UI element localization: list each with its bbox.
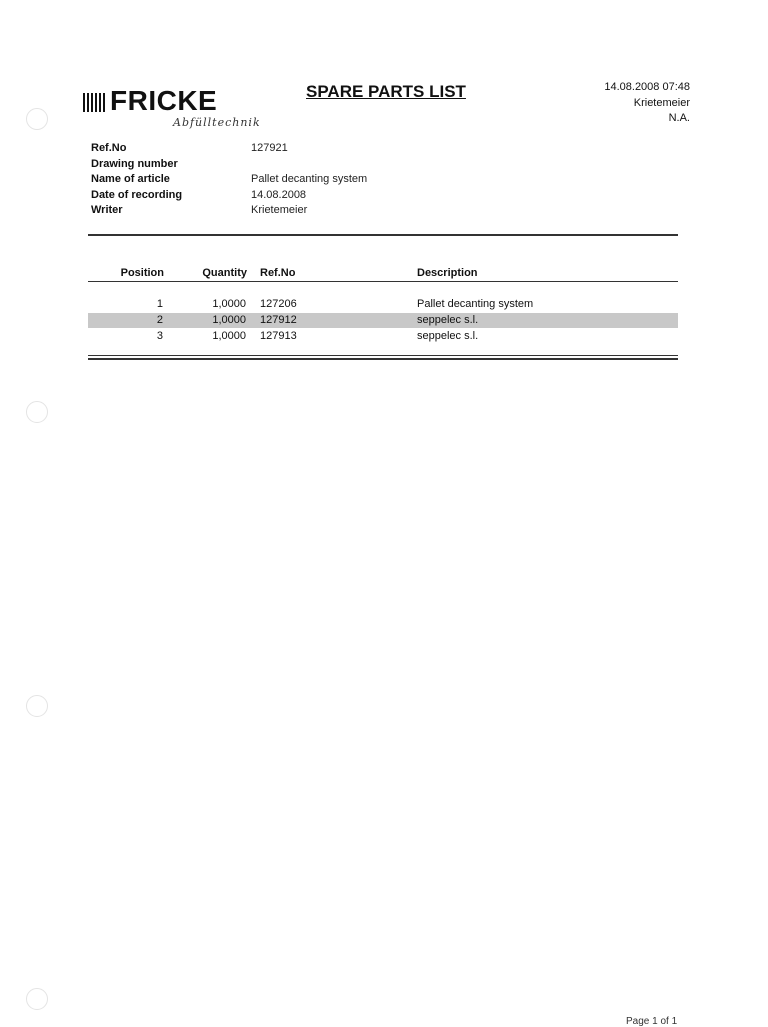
meta-value: Krietemeier <box>251 204 308 216</box>
cell-description: seppelec s.l. <box>417 314 479 326</box>
cell-description: Pallet decanting system <box>417 298 534 310</box>
header-note: N.A. <box>668 112 690 124</box>
cell-ref-no: 127913 <box>260 330 297 342</box>
cell-ref-no: 127206 <box>260 298 297 310</box>
document-title: SPARE PARTS LIST <box>306 82 466 101</box>
table-row <box>88 297 678 312</box>
meta-label: Ref.No <box>91 142 127 154</box>
cell-quantity: 1,0000 <box>212 330 246 342</box>
table-row-highlighted <box>88 313 678 328</box>
meta-row-name-of-article <box>91 173 367 189</box>
timestamp: 14.08.2008 07:48 <box>604 81 690 93</box>
article-details <box>91 142 367 220</box>
punch-hole <box>26 108 48 130</box>
meta-row-ref-no <box>91 142 367 158</box>
company-logo <box>83 84 263 134</box>
column-header-position: Position <box>120 267 164 279</box>
column-header-quantity: Quantity <box>202 267 247 279</box>
column-header-ref-no: Ref.No <box>260 267 296 279</box>
cell-position: 2 <box>156 314 163 326</box>
user-name: Krietemeier <box>633 96 690 109</box>
meta-row-drawing-number <box>91 158 367 174</box>
punch-hole <box>26 695 48 717</box>
logo-name: FRICKE <box>110 85 218 116</box>
cell-position: 1 <box>156 298 163 310</box>
meta-label: Writer <box>91 204 123 216</box>
punch-hole <box>26 988 48 1010</box>
meta-value: Pallet decanting system <box>251 173 368 185</box>
cell-quantity: 1,0000 <box>212 314 246 326</box>
cell-quantity: 1,0000 <box>212 298 246 310</box>
table-header <box>88 267 678 281</box>
meta-row-writer <box>91 204 367 220</box>
meta-value: 127921 <box>251 142 288 154</box>
logo-bars-icon <box>83 93 105 112</box>
header-info <box>604 80 690 127</box>
table-header-divider <box>88 281 678 282</box>
punch-hole <box>26 401 48 423</box>
cell-description: seppelec s.l. <box>417 330 479 342</box>
meta-row-date-of-recording <box>91 189 367 205</box>
meta-label: Drawing number <box>91 157 178 170</box>
meta-label: Date of recording <box>91 188 183 201</box>
table-bottom-rule <box>88 358 678 360</box>
table-row <box>88 329 678 344</box>
table-bottom-rule <box>88 355 678 356</box>
cell-position: 3 <box>156 330 163 342</box>
page-number: Page 1 of 1 <box>626 1016 678 1027</box>
column-header-description: Description <box>417 267 478 279</box>
section-divider <box>88 234 678 236</box>
meta-value: 14.08.2008 <box>251 188 307 201</box>
cell-ref-no: 127912 <box>260 314 297 326</box>
meta-label: Name of article <box>91 173 170 185</box>
logo-subtitle: Abfülltechnik <box>173 116 261 129</box>
